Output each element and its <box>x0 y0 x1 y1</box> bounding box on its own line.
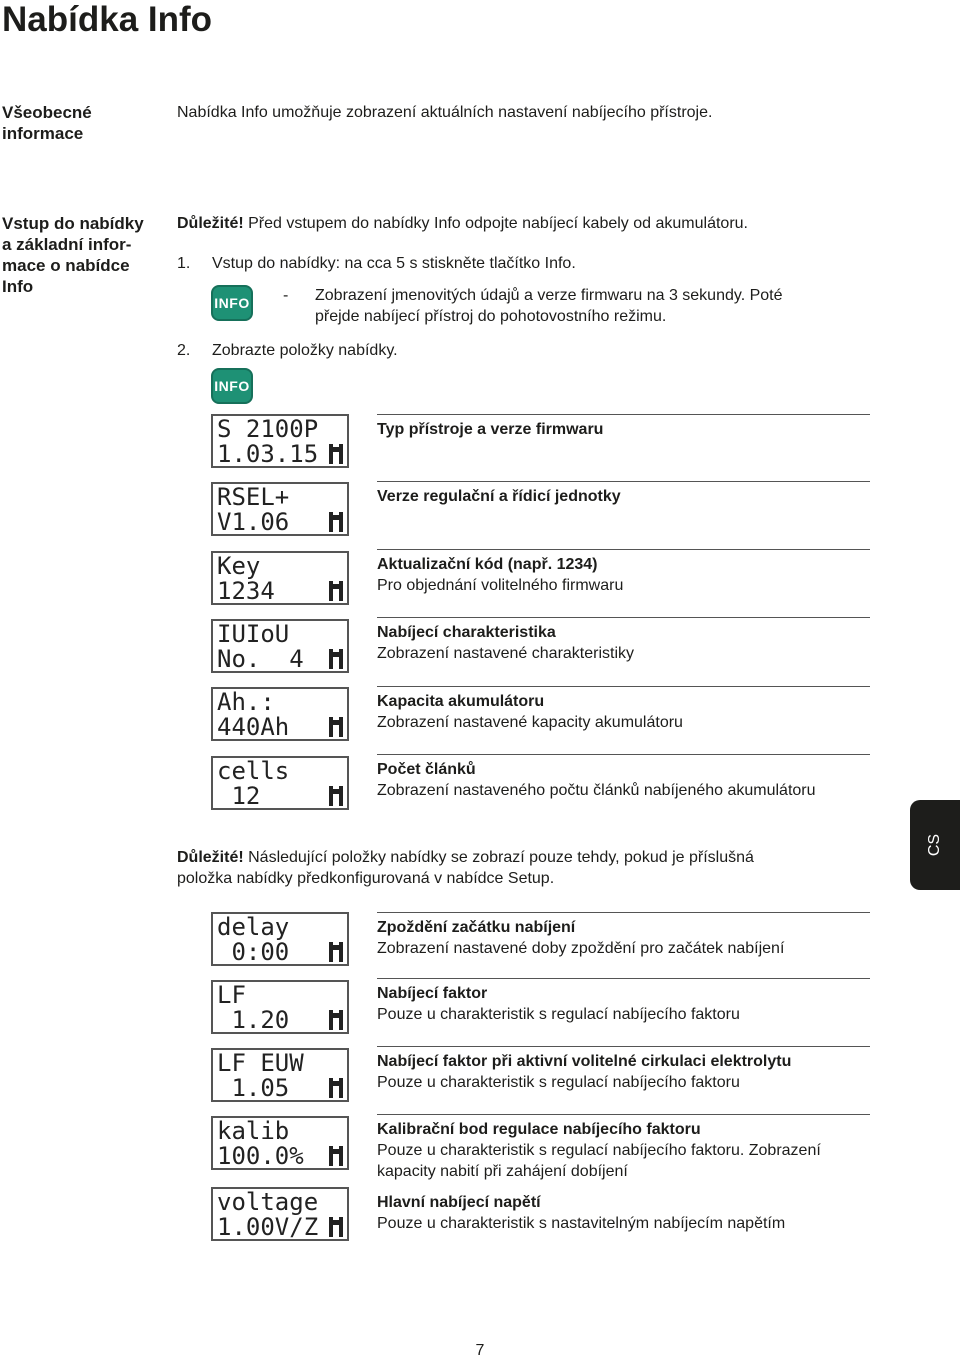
menu-item-title: Aktualizační kód (např. 1234) <box>377 556 598 573</box>
lcd-line-1 <box>217 1051 347 1076</box>
lcd-cursor-icon <box>329 1216 343 1238</box>
menu-item-description <box>377 978 870 1025</box>
lcd-text: V1.06 <box>217 508 290 536</box>
lcd-line-2 <box>217 784 347 809</box>
menu-item-description <box>377 1046 870 1093</box>
lcd-display <box>211 980 349 1034</box>
menu-item-description <box>377 481 870 507</box>
menu-item-title: Hlavní nabíjecí napětí <box>377 1194 541 1211</box>
info-button-icon: INFO <box>211 368 253 404</box>
lcd-cursor-icon <box>329 941 343 963</box>
lcd-line-1 <box>217 417 347 442</box>
general-info-text: Nabídka Info umožňuje zobrazení aktuálních nastavení nabíjecího přístroje. <box>177 104 713 121</box>
lcd-cursor-icon <box>329 1009 343 1031</box>
menu-item-title: Kalibrační bod regulace nabíjecího faktoru <box>377 1121 701 1138</box>
lcd-line-1 <box>217 690 347 715</box>
lcd-text: IUIoU <box>217 620 290 648</box>
menu-item-title: Počet článků <box>377 761 476 778</box>
menu-item-desc: Pouze u charakteristik s regulací nabíjecího faktoru. Zobrazení kapacity nabití při zahájení dobíjení <box>377 1142 821 1180</box>
lcd-cursor-icon <box>329 511 343 533</box>
step-1-dash: - <box>283 287 289 304</box>
step-1-sub-line-1: Zobrazení jmenovitých údajů a verze firmwaru na 3 sekundy. Poté <box>315 287 783 304</box>
lcd-line-1 <box>217 554 347 579</box>
menu-item-desc: Pro objednání volitelného firmwaru <box>377 577 624 594</box>
menu-item-title: Typ přístroje a verze firmwaru <box>377 421 604 438</box>
lcd-cursor-icon <box>329 1145 343 1167</box>
section-heading-entry: Vstup do nabídky a základní infor- mace o nabídce Info <box>2 214 144 296</box>
lcd-text: voltage <box>217 1188 319 1216</box>
menu-item-title: Verze regulační a řídicí jednotky <box>377 488 621 505</box>
lcd-line-1 <box>217 915 347 940</box>
important-text-line-2: položka nabídky předkonfigurovaná v nabídce Setup. <box>177 870 555 887</box>
menu-item-description <box>377 912 870 959</box>
menu-item-desc: Zobrazení nastaveného počtu článků nabíjeného akumulátoru <box>377 782 816 799</box>
important-label: Důležité! <box>177 849 244 866</box>
menu-item-description <box>377 754 870 801</box>
lcd-text: 1.03.15 <box>217 440 319 468</box>
important-text-line-1: Následující položky nabídky se zobrazí pouze tehdy, pokud je příslušná <box>243 849 754 866</box>
menu-item-description <box>377 1188 870 1234</box>
lcd-text: cells <box>217 757 290 785</box>
lcd-line-2 <box>217 579 347 604</box>
lcd-line-1 <box>217 1119 347 1144</box>
lcd-display <box>211 619 349 673</box>
lcd-text: 1.05 <box>217 1074 290 1102</box>
lcd-display <box>211 756 349 810</box>
lcd-text: 12 <box>217 782 261 810</box>
important-note-1 <box>177 213 748 234</box>
menu-item-title: Kapacita akumulátoru <box>377 693 545 710</box>
menu-item-title: Zpoždění začátku nabíjení <box>377 919 576 936</box>
menu-item-desc: Pouze u charakteristik s regulací nabíjecího faktoru <box>377 1006 740 1023</box>
menu-item-title: Nabíjecí faktor při aktivní volitelné cirkulaci elektrolytu <box>377 1053 792 1070</box>
menu-item-description <box>377 686 870 733</box>
menu-item-description <box>377 617 870 664</box>
step-number-1: 1. <box>177 255 191 272</box>
lcd-text: RSEL+ <box>217 483 290 511</box>
lcd-line-2 <box>217 510 347 535</box>
lcd-text: 1.20 <box>217 1006 290 1034</box>
lcd-display <box>211 912 349 966</box>
lcd-line-2 <box>217 1008 347 1033</box>
menu-item-description <box>377 549 870 596</box>
lcd-line-1 <box>217 485 347 510</box>
step-1-sub-line-2: přejde nabíjecí přístroj do pohotovostního režimu. <box>315 308 667 325</box>
lcd-cursor-icon <box>329 1077 343 1099</box>
menu-item-desc: Pouze u charakteristik s regulací nabíjecího faktoru <box>377 1074 740 1091</box>
menu-item-title: Nabíjecí charakteristika <box>377 624 556 641</box>
page-number: 7 <box>475 1342 485 1359</box>
lcd-line-1 <box>217 983 347 1008</box>
lcd-text: 100.0% <box>217 1142 304 1170</box>
menu-item-desc: Pouze u charakteristik s nastavitelným nabíjecím napětím <box>377 1215 786 1232</box>
lcd-display <box>211 551 349 605</box>
lcd-text: delay <box>217 913 290 941</box>
lcd-line-2 <box>217 442 347 467</box>
lcd-text: LF EUW <box>217 1049 304 1077</box>
lcd-display <box>211 1187 349 1241</box>
lcd-text: 1234 <box>217 577 275 605</box>
lcd-text: 1.00V/Z <box>217 1213 319 1241</box>
lcd-text: 0:00 <box>217 938 290 966</box>
lcd-text: LF <box>217 981 246 1009</box>
lcd-text: Key <box>217 552 261 580</box>
language-tab-label: CS <box>926 833 943 857</box>
lcd-text: S 2100P <box>217 415 319 443</box>
lcd-text: Ah.: <box>217 688 275 716</box>
important-note-2 <box>177 847 754 868</box>
menu-item-description <box>377 1114 870 1182</box>
lcd-cursor-icon <box>329 648 343 670</box>
section-heading-general: Všeobecné informace <box>2 103 92 143</box>
lcd-cursor-icon <box>329 443 343 465</box>
lcd-line-2 <box>217 1144 347 1169</box>
lcd-display <box>211 482 349 536</box>
lcd-line-1 <box>217 1190 347 1215</box>
lcd-text: No. 4 <box>217 645 304 673</box>
lcd-line-2 <box>217 940 347 965</box>
lcd-text: kalib <box>217 1117 290 1145</box>
menu-item-desc: Zobrazení nastavené charakteristiky <box>377 645 635 662</box>
lcd-line-2 <box>217 715 347 740</box>
lcd-line-2 <box>217 1076 347 1101</box>
page-title: Nabídka Info <box>2 0 213 39</box>
language-tab <box>910 800 960 890</box>
menu-item-description <box>377 414 870 440</box>
step-2-text: Zobrazte položky nabídky. <box>212 342 398 359</box>
info-button-icon: INFO <box>211 285 253 321</box>
lcd-line-1 <box>217 622 347 647</box>
lcd-line-2 <box>217 1215 347 1240</box>
lcd-display <box>211 414 349 468</box>
important-label: Důležité! <box>177 215 244 232</box>
lcd-line-2 <box>217 647 347 672</box>
menu-item-desc: Zobrazení nastavené kapacity akumulátoru <box>377 714 683 731</box>
lcd-display <box>211 687 349 741</box>
important-text: Před vstupem do nabídky Info odpojte nabíjecí kabely od akumulátoru. <box>243 215 748 232</box>
lcd-text: 440Ah <box>217 713 290 741</box>
menu-item-desc: Zobrazení nastavené doby zpoždění pro začátek nabíjení <box>377 940 785 957</box>
lcd-cursor-icon <box>329 785 343 807</box>
lcd-display <box>211 1048 349 1102</box>
lcd-display <box>211 1116 349 1170</box>
lcd-cursor-icon <box>329 716 343 738</box>
menu-item-title: Nabíjecí faktor <box>377 985 488 1002</box>
step-1-text: Vstup do nabídky: na cca 5 s stiskněte tlačítko Info. <box>212 255 576 272</box>
step-number-2: 2. <box>177 342 191 359</box>
lcd-line-1 <box>217 759 347 784</box>
lcd-cursor-icon <box>329 580 343 602</box>
